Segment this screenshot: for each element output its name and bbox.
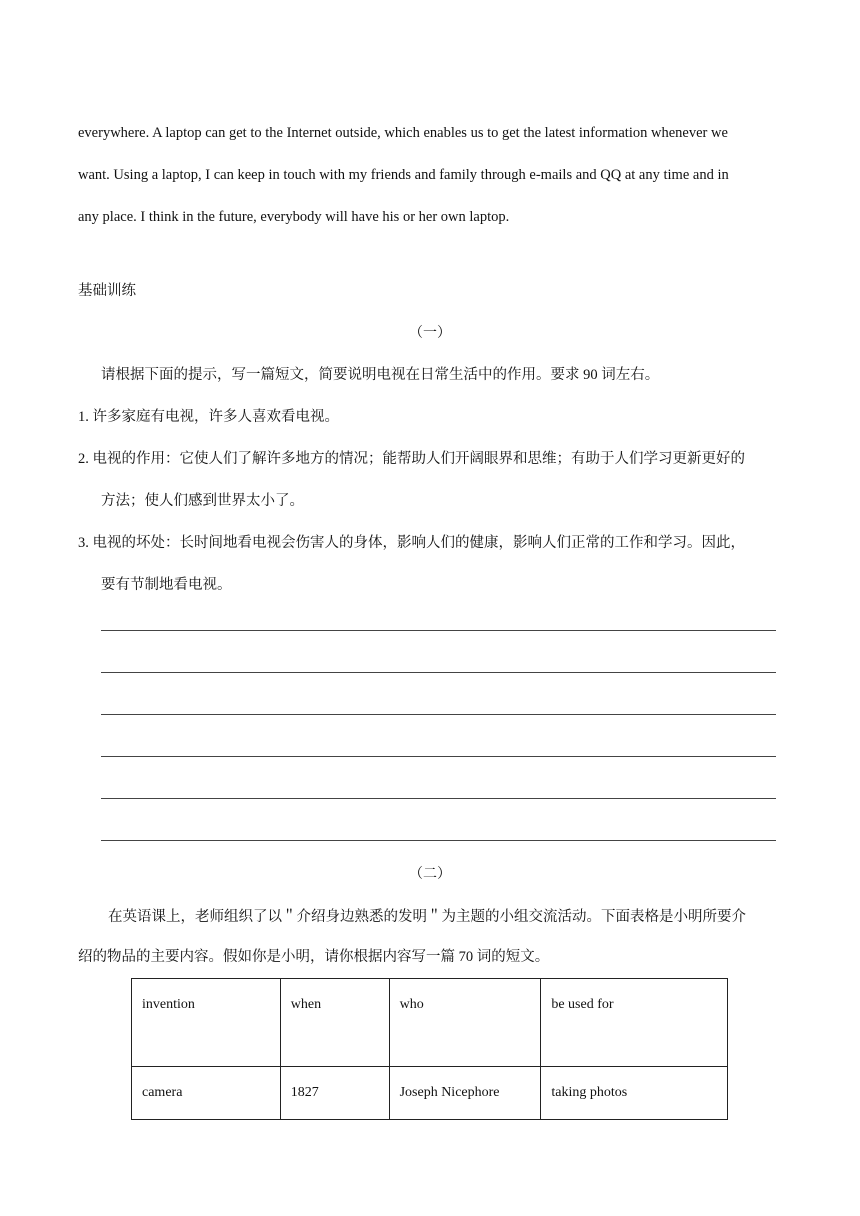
section-1-intro: 请根据下面的提示，写一篇短文，简要说明电视在日常生活中的作用。要求 90 词左右。 [101,367,660,383]
table-cell: taking photos [541,1067,728,1120]
point-1: 1. 许多家庭有电视，许多人喜欢看电视。 [78,409,339,425]
point-2-line-1: 2. 电视的作用：它使人们了解许多地方的情况；能帮助人们开阔眼界和思维；有助于人们学习更新更好的 [78,451,745,467]
point-2-line-2: 方法；使人们感到世界太小了。 [101,493,304,509]
answer-line [101,714,776,715]
section-2-title: （二） [409,867,451,882]
answer-line [101,798,776,799]
table-header-cell: who [389,979,541,1067]
table-header-row [132,979,728,1067]
table-row [132,1067,728,1120]
passage-line-3: any place. I think in the future, everybody will have his or her own laptop. [78,209,510,225]
section-2-intro-line-1: 在英语课上，老师组织了以＂介绍身边熟悉的发明＂为主题的小组交流活动。下面表格是小明所要介 [108,909,746,925]
passage-line-1: everywhere. A laptop can get to the Internet outside, which enables us to get the latest information whenever we [78,125,728,141]
table-cell: camera [132,1067,281,1120]
english-passage [78,112,784,238]
answer-line [101,840,776,841]
point-3-line-1: 3. 电视的坏处：长时间地看电视会伤害人的身体，影响人们的健康，影响人们正常的工作和学习。因此， [78,535,745,551]
section-2-intro-line-2: 绍的物品的主要内容。假如你是小明，请你根据内容写一篇 70 词的短文。 [78,949,550,965]
invention-table [131,978,728,1120]
point-3-line-2: 要有节制地看电视。 [101,577,232,593]
table-header-cell: when [280,979,389,1067]
answer-line [101,672,776,673]
table-cell: 1827 [280,1067,389,1120]
answer-line [101,630,776,631]
section-heading: 基础训练 [78,283,136,299]
passage-line-2: want. Using a laptop, I can keep in touch with my friends and family through e-mails and QQ at any time and in [78,167,729,183]
table-header-cell: be used for [541,979,728,1067]
section-1-title: （一） [409,326,451,341]
table-header-cell: invention [132,979,281,1067]
answer-line [101,756,776,757]
table-cell: Joseph Nicephore [389,1067,541,1120]
